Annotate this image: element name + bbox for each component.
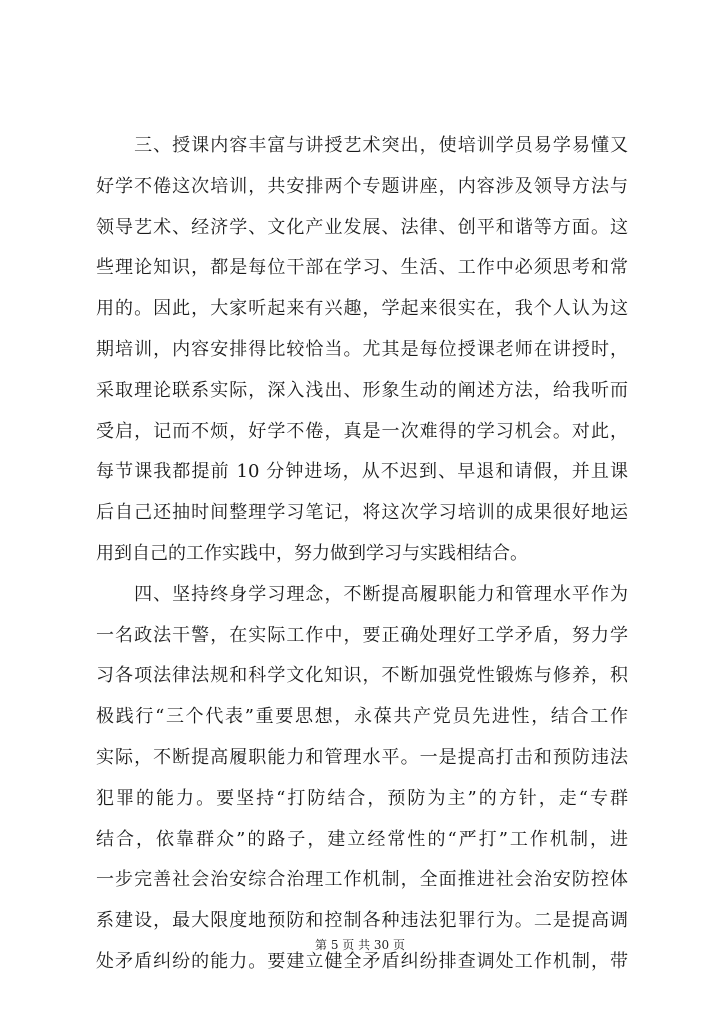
text-line: 极践行“三个代表”重要思想，永葆共产党员先进性，结合工作 xyxy=(96,706,628,728)
text-line: 实际，不断提高履职能力和管理水平。一是提高打击和预防违法 xyxy=(96,746,628,768)
text-line: 习各项法律法规和科学文化知识，不断加强党性锻炼与修养，积 xyxy=(96,665,628,687)
text-line: 采取理论联系实际，深入浅出、形象生动的阐述方法，给我听而 xyxy=(96,379,628,401)
text-line: 后自己还抽时间整理学习笔记，将这次学习培训的成果很好地运 xyxy=(96,502,628,524)
paragraph-4 xyxy=(96,575,628,983)
text-line: 用的。因此，大家听起来有兴趣，学起来很实在，我个人认为这 xyxy=(96,298,628,320)
text-line: 期培训，内容安排得比较恰当。尤其是每位授课老师在讲授时， xyxy=(96,338,628,360)
text-line: 用到自己的工作实践中，努力做到学习与实践相结合。 xyxy=(96,542,528,564)
text-line: 每节课我都提前 10 分钟进场，从不迟到、早退和请假，并且课 xyxy=(96,461,628,483)
body-text xyxy=(96,126,628,983)
text-line: 些理论知识，都是每位干部在学习、生活、工作中必须思考和常 xyxy=(96,257,628,279)
text-line: 受启，记而不烦，好学不倦，真是一次难得的学习机会。对此， xyxy=(96,420,628,442)
page-number-footer: 第 5 页 共 30 页 xyxy=(315,938,405,952)
text-line: 一步完善社会治安综合治理工作机制，全面推进社会治安防控体 xyxy=(96,869,628,891)
text-line: 四、坚持终身学习理念，不断提高履职能力和管理水平作为 xyxy=(96,583,628,605)
text-line: 领导艺术、经济学、文化产业发展、法律、创平和谐等方面。这 xyxy=(96,216,628,238)
text-line: 处矛盾纠纷的能力。要建立健全矛盾纠纷排查调处工作机制，带 xyxy=(96,950,628,972)
text-line: 三、授课内容丰富与讲授艺术突出，使培训学员易学易懂又 xyxy=(96,135,628,156)
paragraph-3 xyxy=(96,126,628,575)
text-line: 结合，依靠群众”的路子，建立经常性的“严打”工作机制，进 xyxy=(96,828,628,850)
text-line: 好学不倦这次培训，共安排两个专题讲座，内容涉及领导方法与 xyxy=(96,175,628,197)
text-line: 一名政法干警，在实际工作中，要正确处理好工学矛盾，努力学 xyxy=(96,624,628,646)
text-line: 犯罪的能力。要坚持“打防结合，预防为主”的方针，走“专群 xyxy=(96,787,628,809)
text-line: 系建设，最大限度地预防和控制各种违法犯罪行为。二是提高调 xyxy=(96,910,628,932)
